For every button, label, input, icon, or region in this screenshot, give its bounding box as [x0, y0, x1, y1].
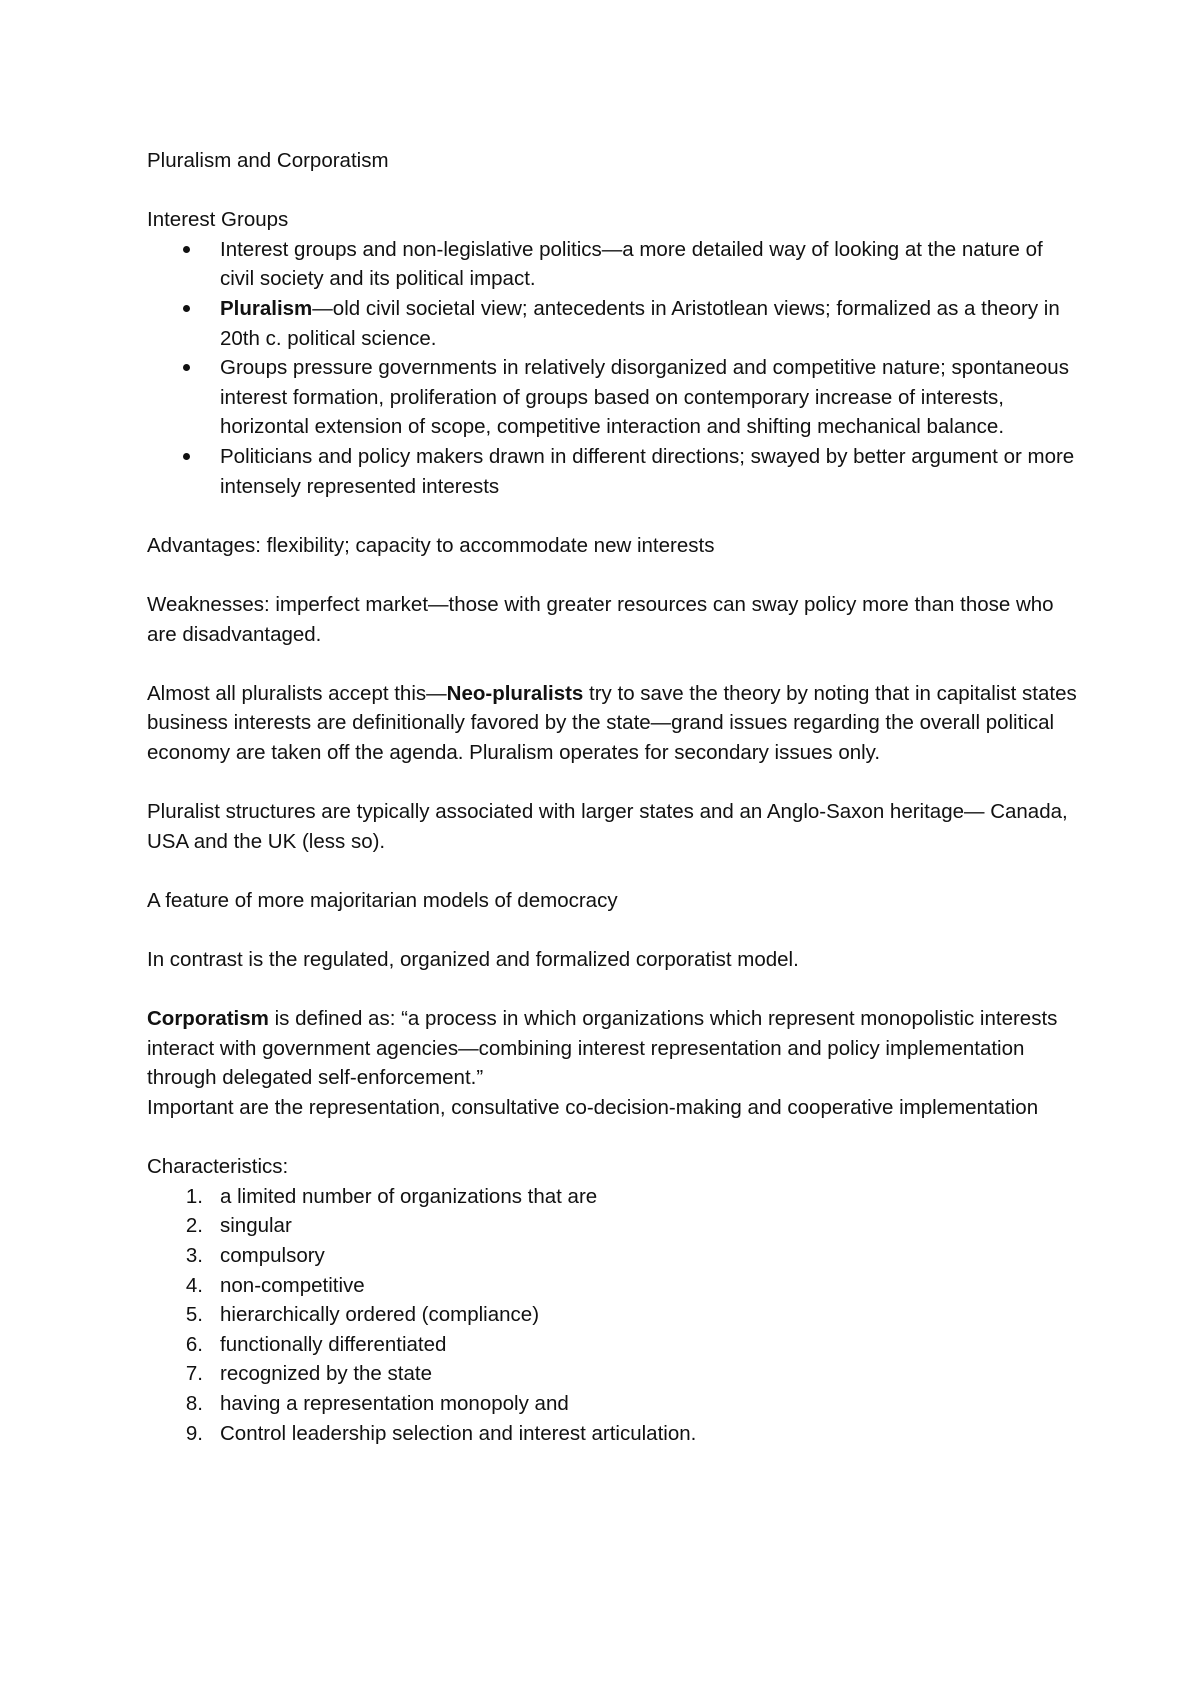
- bullet-icon: [183, 364, 190, 371]
- list-item-text: having a representation monopoly and: [220, 1391, 569, 1415]
- paragraph-text: is defined as: “a process in which organizations which represent monopolistic interests interact with government agencies—combining interest representation and policy implementation through delegated self-enforcement.”: [147, 1007, 1058, 1090]
- bullet-icon: [183, 305, 190, 312]
- neo-pluralists-paragraph: [147, 679, 1077, 768]
- list-item: [147, 1300, 1077, 1330]
- characteristics-numbered-list: [147, 1182, 1077, 1448]
- bold-term: Neo-pluralists: [446, 681, 584, 705]
- list-number: 1.: [185, 1184, 203, 1208]
- list-number: 2.: [185, 1214, 203, 1238]
- list-item: [147, 1389, 1077, 1419]
- corporatism-definition-paragraph: [147, 1004, 1077, 1093]
- list-item-text: a limited number of organizations that are: [220, 1184, 598, 1208]
- list-number: 4.: [185, 1273, 203, 1297]
- list-item-text: compulsory: [220, 1243, 325, 1267]
- bullet-text: —old civil societal view; antecedents in Aristotlean views; formalized as a theory in 20th c. political science.: [220, 296, 1060, 350]
- list-item-text: Control leadership selection and interest articulation.: [220, 1421, 697, 1445]
- document-title: Pluralism and Corporatism: [147, 149, 389, 172]
- bullet-icon: [183, 246, 190, 253]
- list-number: 5.: [185, 1303, 203, 1327]
- bullet-text: Interest groups and non-legislative politics—a more detailed way of looking at the nature of civil society and its political impact.: [220, 237, 1043, 291]
- list-item-text: non-competitive: [220, 1273, 365, 1297]
- bullet-bold-term: Pluralism: [220, 296, 313, 320]
- list-item: [147, 1241, 1077, 1271]
- list-item: [147, 1271, 1077, 1301]
- list-item-text: functionally differentiated: [220, 1332, 447, 1356]
- bullet-text: Groups pressure governments in relatively disorganized and competitive nature; spontaneous interest formation, proliferation of groups based on contemporary increase of interests, horizontal extension of scope, competitive interaction and shifting mechanical balance.: [220, 356, 1069, 439]
- bullet-item: [147, 353, 1077, 442]
- weaknesses-paragraph: Weaknesses: imperfect market—those with greater resources can sway policy more than those who are disadvantaged.: [147, 592, 1054, 646]
- list-item: [147, 1419, 1077, 1449]
- list-number: 3.: [185, 1243, 203, 1267]
- list-item: [147, 1359, 1077, 1389]
- advantages-paragraph: Advantages: flexibility; capacity to accommodate new interests: [147, 533, 715, 557]
- list-item-text: hierarchically ordered (compliance): [220, 1303, 540, 1327]
- list-item: [147, 1330, 1077, 1360]
- majoritarian-paragraph: A feature of more majoritarian models of democracy: [147, 888, 618, 912]
- list-item-text: recognized by the state: [220, 1362, 432, 1386]
- bullet-item: [147, 235, 1077, 294]
- list-number: 6.: [185, 1332, 203, 1356]
- corporatism-important-paragraph: Important are the representation, consultative co-decision-making and cooperative implementation: [147, 1096, 1039, 1119]
- interest-groups-bullet-list: [147, 235, 1077, 501]
- section-heading-interest-groups: Interest Groups: [147, 208, 289, 232]
- list-item-text: singular: [220, 1214, 292, 1238]
- structures-paragraph: Pluralist structures are typically associated with larger states and an Anglo-Saxon heritage— Canada, USA and the UK (less so).: [147, 800, 1068, 853]
- document-page: [147, 146, 1077, 1448]
- list-number: 7.: [185, 1362, 203, 1386]
- section-heading-characteristics: Characteristics:: [147, 1155, 289, 1179]
- bullet-item: [147, 294, 1077, 353]
- bullet-icon: [183, 453, 190, 460]
- list-item: [147, 1211, 1077, 1241]
- list-number: 9.: [185, 1421, 203, 1445]
- bold-term: Corporatism: [147, 1007, 269, 1031]
- list-item: [147, 1182, 1077, 1212]
- list-number: 8.: [185, 1391, 203, 1415]
- bullet-text: Politicians and policy makers drawn in different directions; swayed by better argument or more intensely represented interests: [220, 444, 1075, 498]
- paragraph-text: try to save the theory by noting that in capitalist states business interests are definitionally favored by the state—grand issues regarding the overall political economy are taken off the agenda. Pluralism operates for secondary issues only.: [147, 681, 1077, 764]
- bullet-item: [147, 442, 1077, 501]
- contrast-paragraph: In contrast is the regulated, organized and formalized corporatist model.: [147, 948, 799, 972]
- paragraph-text: Almost all pluralists accept this—: [147, 681, 447, 705]
